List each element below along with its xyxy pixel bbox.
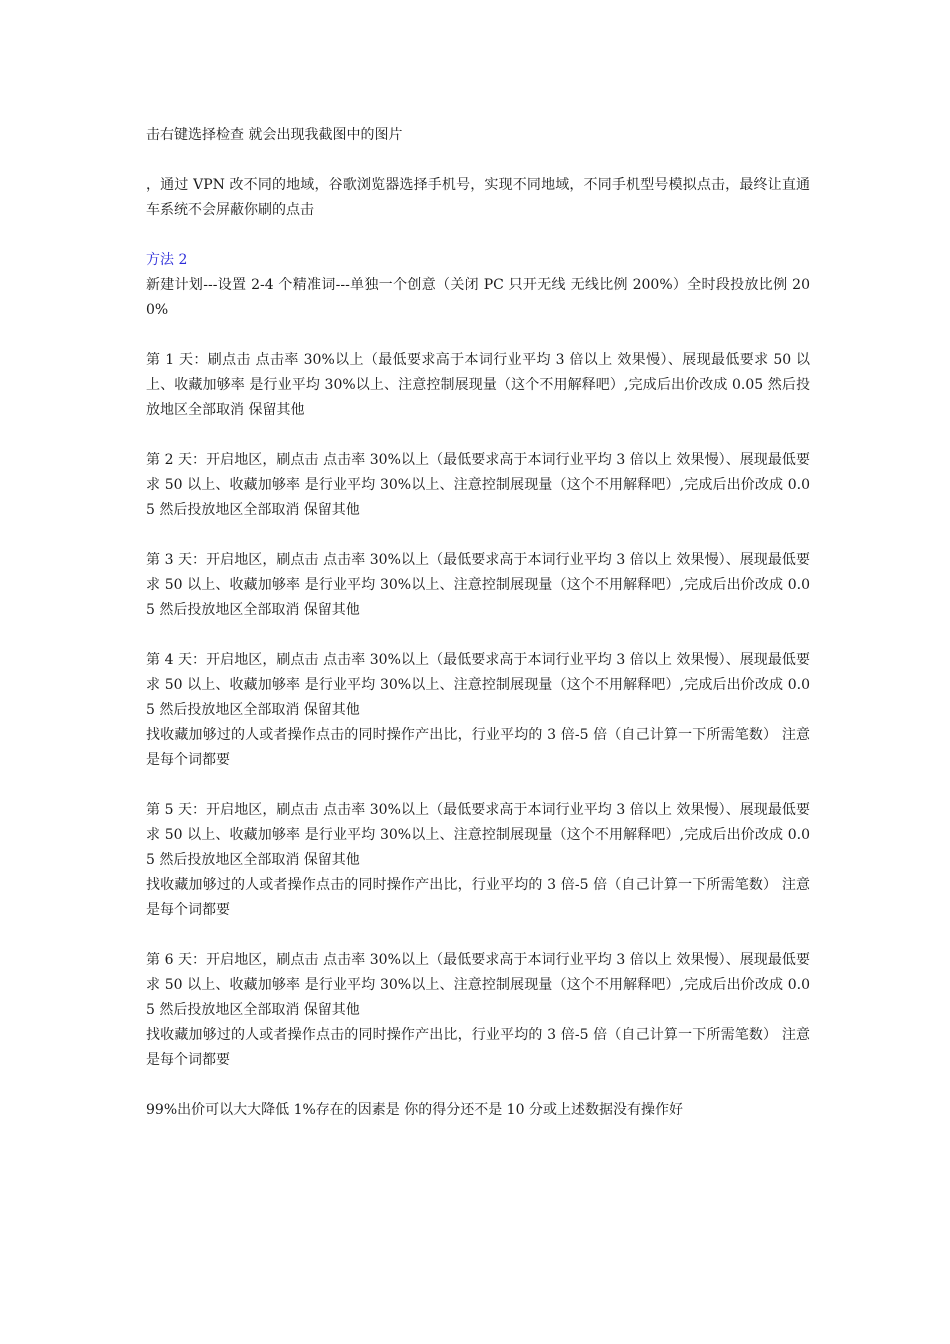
day-5-extra-paragraph: 找收藏加够过的人或者操作点击的同时操作产出比，行业平均的 3 倍-5 倍（自己计算一下所需笔数） 注意是每个词都要 bbox=[146, 877, 810, 918]
day-6-paragraph: 第 6 天：开启地区，刷点击 点击率 30%以上（最低要求高于本词行业平均 3 倍以上 效果慢）、展现最低要求 50 以上、收藏加够率 是行业平均 30%以上、注意控制展现量（这个不用解释吧）,完成后出价改成 0.05 然后投放地区全部取消 保留其他 bbox=[146, 952, 810, 1018]
method-heading: 方法 2 bbox=[146, 252, 188, 268]
day-5-paragraph: 第 5 天：开启地区，刷点击 点击率 30%以上（最低要求高于本词行业平均 3 倍以上 效果慢）、展现最低要求 50 以上、收藏加够率 是行业平均 30%以上、注意控制展现量（这个不用解释吧）,完成后出价改成 0.05 然后投放地区全部取消 保留其他 bbox=[146, 802, 810, 868]
day-3-paragraph: 第 3 天：开启地区，刷点击 点击率 30%以上（最低要求高于本词行业平均 3 倍以上 效果慢）、展现最低要求 50 以上、收藏加够率 是行业平均 30%以上、注意控制展现量（这个不用解释吧）,完成后出价改成 0.05 然后投放地区全部取消 保留其他 bbox=[146, 552, 810, 618]
intro-line: 击右键选择检查 就会出现我截图中的图片 bbox=[146, 127, 403, 143]
plan-paragraph: 新建计划---设置 2-4 个精准词---单独一个创意（关闭 PC 只开无线 无线比例 200%）全时段投放比例 200% bbox=[146, 277, 810, 318]
document-page bbox=[146, 123, 810, 1148]
day-4-extra-paragraph: 找收藏加够过的人或者操作点击的同时操作产出比，行业平均的 3 倍-5 倍（自己计算一下所需笔数） 注意是每个词都要 bbox=[146, 727, 810, 768]
day-2-paragraph: 第 2 天：开启地区，刷点击 点击率 30%以上（最低要求高于本词行业平均 3 倍以上 效果慢）、展现最低要求 50 以上、收藏加够率 是行业平均 30%以上、注意控制展现量（这个不用解释吧）,完成后出价改成 0.05 然后投放地区全部取消 保留其他 bbox=[146, 452, 810, 518]
day-1-paragraph: 第 1 天：刷点击 点击率 30%以上（最低要求高于本词行业平均 3 倍以上 效果慢）、展现最低要求 50 以上、收藏加够率 是行业平均 30%以上、注意控制展现量（这个不用解释吧）,完成后出价改成 0.05 然后投放地区全部取消 保留其他 bbox=[146, 352, 810, 418]
day-6-extra-paragraph: 找收藏加够过的人或者操作点击的同时操作产出比，行业平均的 3 倍-5 倍（自己计算一下所需笔数） 注意是每个词都要 bbox=[146, 1027, 810, 1068]
vpn-paragraph: ，通过 VPN 改不同的地域，谷歌浏览器选择手机号，实现不同地域，不同手机型号模拟点击，最终让直通车系统不会屏蔽你刷的点击 bbox=[146, 177, 810, 218]
day-4-paragraph: 第 4 天：开启地区，刷点击 点击率 30%以上（最低要求高于本词行业平均 3 倍以上 效果慢）、展现最低要求 50 以上、收藏加够率 是行业平均 30%以上、注意控制展现量（这个不用解释吧）,完成后出价改成 0.05 然后投放地区全部取消 保留其他 bbox=[146, 652, 810, 718]
closing-paragraph: 99%出价可以大大降低 1%存在的因素是 你的得分还不是 10 分或上述数据没有操作好 bbox=[146, 1102, 683, 1118]
